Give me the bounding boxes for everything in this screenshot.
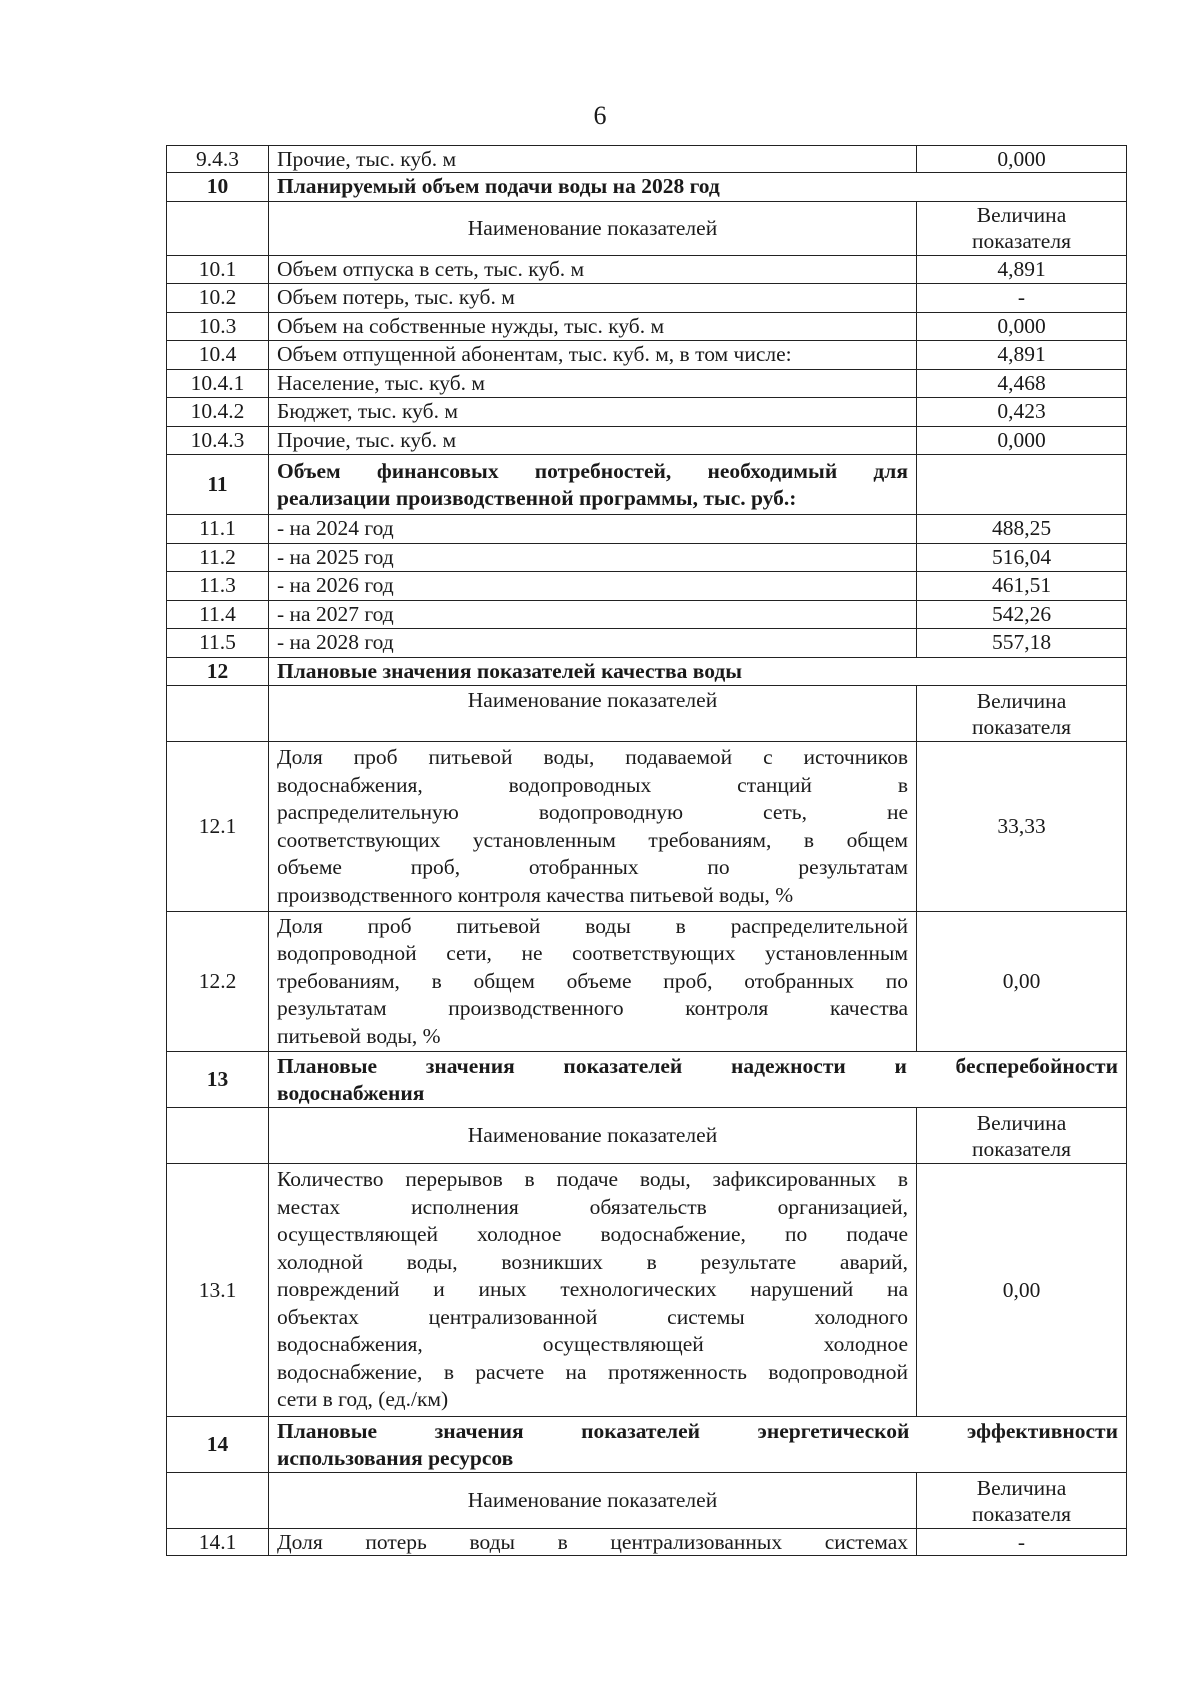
section-number: 13 bbox=[167, 1052, 269, 1108]
section-number: 10 bbox=[167, 173, 269, 202]
indicators-table bbox=[166, 145, 1127, 1556]
table-row bbox=[167, 742, 1127, 912]
text-line: объеме проб, отобранных по результатам bbox=[277, 855, 908, 879]
indicator-name: Население, тыс. куб. м bbox=[269, 369, 917, 398]
text-line: водопроводной сети, не соответствующих установленным bbox=[277, 941, 908, 966]
header-name: Наименование показателей bbox=[269, 1108, 917, 1164]
header-value bbox=[917, 1108, 1127, 1164]
indicator-value: 0,000 bbox=[917, 146, 1127, 173]
indicator-name: - на 2028 год bbox=[269, 629, 917, 658]
indicator-name: Объем потерь, тыс. куб. м bbox=[269, 284, 917, 313]
indicator-name: - на 2026 год bbox=[269, 572, 917, 601]
header-name: Наименование показателей bbox=[269, 201, 917, 255]
row-number: 11.3 bbox=[167, 572, 269, 601]
text-line: Доля потерь воды в централизованных системах bbox=[277, 1530, 908, 1554]
section-number: 12 bbox=[167, 657, 269, 686]
table-row bbox=[167, 312, 1127, 341]
section-title-line: использования ресурсов bbox=[277, 1445, 514, 1470]
row-number: 11.2 bbox=[167, 543, 269, 572]
indicator-value: 0,000 bbox=[917, 426, 1127, 455]
indicator-name bbox=[269, 1164, 917, 1417]
header-value-line-2: показателя bbox=[972, 1136, 1071, 1161]
header-value bbox=[917, 686, 1127, 742]
table-row bbox=[167, 600, 1127, 629]
indicator-value: - bbox=[917, 1529, 1127, 1556]
text-line: сети в год, (ед./км) bbox=[277, 1387, 449, 1412]
indicator-name: Объем на собственные нужды, тыс. куб. м bbox=[269, 312, 917, 341]
empty-cell bbox=[167, 686, 269, 742]
text-line: производственного контроля качества питьевой воды, % bbox=[277, 882, 794, 907]
text-line: требованиям, в общем объеме проб, отобранных по bbox=[277, 968, 908, 993]
section-title-line: Плановые значения показателей энергетической эффективности bbox=[277, 1418, 1118, 1443]
section-title-line: реализации производственной программы, тыс. руб.: bbox=[277, 485, 797, 510]
row-number: 9.4.3 bbox=[167, 146, 269, 173]
row-number: 10.3 bbox=[167, 312, 269, 341]
text-line: соответствующих установленным требованиям, в общем bbox=[277, 827, 908, 852]
section-row bbox=[167, 173, 1127, 202]
section-title bbox=[269, 1417, 1127, 1473]
row-number: 12.2 bbox=[167, 912, 269, 1052]
text-line: водоснабжения, водопроводных станций в bbox=[277, 772, 908, 797]
header-row bbox=[167, 1108, 1127, 1164]
row-number: 14.1 bbox=[167, 1529, 269, 1556]
indicator-name: - на 2025 год bbox=[269, 543, 917, 572]
row-number: 11.4 bbox=[167, 600, 269, 629]
row-number: 13.1 bbox=[167, 1164, 269, 1417]
text-line: водоснабжение, в расчете на протяженность водопроводной bbox=[277, 1359, 908, 1384]
row-number: 10.1 bbox=[167, 255, 269, 284]
row-number: 10.4.3 bbox=[167, 426, 269, 455]
indicator-name: Прочие, тыс. куб. м bbox=[269, 426, 917, 455]
indicator-value: 0,00 bbox=[917, 912, 1127, 1052]
section-title: Планируемый объем подачи воды на 2028 год bbox=[269, 173, 1127, 202]
text-line: питьевой воды, % bbox=[277, 1023, 441, 1048]
empty-cell bbox=[167, 201, 269, 255]
header-value bbox=[917, 1473, 1127, 1529]
section-row bbox=[167, 455, 1127, 515]
text-line: местах исполнения обязательств организацией, bbox=[277, 1194, 908, 1219]
text-line: объектах централизованной системы холодного bbox=[277, 1304, 908, 1329]
text-line: повреждений и иных технологических нарушений на bbox=[277, 1277, 908, 1302]
text-line: Доля проб питьевой воды в распределительной bbox=[277, 913, 908, 938]
table-row bbox=[167, 572, 1127, 601]
header-row bbox=[167, 686, 1127, 742]
text-line: водоснабжения, осуществляющей холодное bbox=[277, 1332, 908, 1357]
table-row bbox=[167, 369, 1127, 398]
page-number: 6 bbox=[593, 101, 607, 130]
text-line: результатам производственного контроля качества bbox=[277, 996, 908, 1021]
section-number: 14 bbox=[167, 1417, 269, 1473]
indicator-name: - на 2024 год bbox=[269, 515, 917, 544]
row-number: 11.1 bbox=[167, 515, 269, 544]
row-number: 12.1 bbox=[167, 742, 269, 912]
text-line: распределительную водопроводную сеть, не bbox=[277, 800, 908, 824]
text-line: Доля проб питьевой воды, подаваемой с источников bbox=[277, 745, 908, 769]
table-row bbox=[167, 426, 1127, 455]
row-number: 10.2 bbox=[167, 284, 269, 313]
table-row bbox=[167, 341, 1127, 370]
row-number: 10.4.1 bbox=[167, 369, 269, 398]
table-row bbox=[167, 629, 1127, 658]
header-value-line-1: Величина bbox=[976, 1110, 1067, 1135]
indicator-name: Бюджет, тыс. куб. м bbox=[269, 398, 917, 427]
indicator-value: 0,00 bbox=[917, 1164, 1127, 1417]
section-title bbox=[269, 455, 917, 515]
indicator-name: Прочие, тыс. куб. м bbox=[269, 146, 917, 173]
row-number: 10.4 bbox=[167, 341, 269, 370]
row-number: 10.4.2 bbox=[167, 398, 269, 427]
section-row bbox=[167, 657, 1127, 686]
table-row bbox=[167, 515, 1127, 544]
table-row bbox=[167, 146, 1127, 173]
indicator-name: Объем отпуска в сеть, тыс. куб. м bbox=[269, 255, 917, 284]
table-row bbox=[167, 1164, 1127, 1417]
table-row bbox=[167, 543, 1127, 572]
table-row bbox=[167, 912, 1127, 1052]
indicator-value: 33,33 bbox=[917, 742, 1127, 912]
text-line: осуществляющей холодное водоснабжение, по подаче bbox=[277, 1222, 908, 1247]
header-value-line-2: показателя bbox=[972, 1501, 1071, 1526]
section-title-line: Объем финансовых потребностей, необходимый для bbox=[277, 458, 908, 483]
header-row bbox=[167, 201, 1127, 255]
indicator-value: 4,891 bbox=[917, 341, 1127, 370]
header-value-line-1: Величина bbox=[976, 688, 1067, 713]
indicator-value: 488,25 bbox=[917, 515, 1127, 544]
section-title bbox=[269, 1052, 1127, 1108]
table-row bbox=[167, 1529, 1127, 1556]
indicator-value: 557,18 bbox=[917, 629, 1127, 658]
table-row bbox=[167, 255, 1127, 284]
header-value-line-1: Величина bbox=[976, 1475, 1067, 1500]
indicator-value: 0,423 bbox=[917, 398, 1127, 427]
section-title-line: водоснабжения bbox=[277, 1080, 425, 1105]
header-value bbox=[917, 201, 1127, 255]
section-row bbox=[167, 1417, 1127, 1473]
empty-cell bbox=[167, 1473, 269, 1529]
table-row bbox=[167, 284, 1127, 313]
indicator-value: 4,468 bbox=[917, 369, 1127, 398]
header-value-line-1: Величина bbox=[976, 203, 1067, 227]
header-name: Наименование показателей bbox=[269, 686, 917, 742]
section-title: Плановые значения показателей качества воды bbox=[269, 657, 1127, 686]
section-row bbox=[167, 1052, 1127, 1108]
indicator-value: 461,51 bbox=[917, 572, 1127, 601]
header-name: Наименование показателей bbox=[269, 1473, 917, 1529]
header-row bbox=[167, 1473, 1127, 1529]
row-number: 11.5 bbox=[167, 629, 269, 658]
empty-cell bbox=[167, 1108, 269, 1164]
indicator-value: 0,000 bbox=[917, 312, 1127, 341]
text-line: Количество перерывов в подаче воды, зафиксированных в bbox=[277, 1167, 908, 1192]
header-value-line-2: показателя bbox=[972, 714, 1071, 739]
section-number: 11 bbox=[167, 455, 269, 515]
indicator-value: 4,891 bbox=[917, 255, 1127, 284]
text-line: холодной воды, возникших в результате аварий, bbox=[277, 1249, 908, 1274]
indicator-value: 542,26 bbox=[917, 600, 1127, 629]
indicator-name bbox=[269, 742, 917, 912]
empty-cell bbox=[917, 455, 1127, 515]
indicator-name: Объем отпущенной абонентам, тыс. куб. м, в том числе: bbox=[269, 341, 917, 370]
indicator-value: 516,04 bbox=[917, 543, 1127, 572]
indicator-name: - на 2027 год bbox=[269, 600, 917, 629]
indicator-name bbox=[269, 1529, 917, 1556]
header-value-line-2: показателя bbox=[972, 229, 1071, 253]
indicator-value: - bbox=[917, 284, 1127, 313]
table-row bbox=[167, 398, 1127, 427]
indicator-name bbox=[269, 912, 917, 1052]
section-title-line: Плановые значения показателей надежности и бесперебойности bbox=[277, 1053, 1118, 1078]
